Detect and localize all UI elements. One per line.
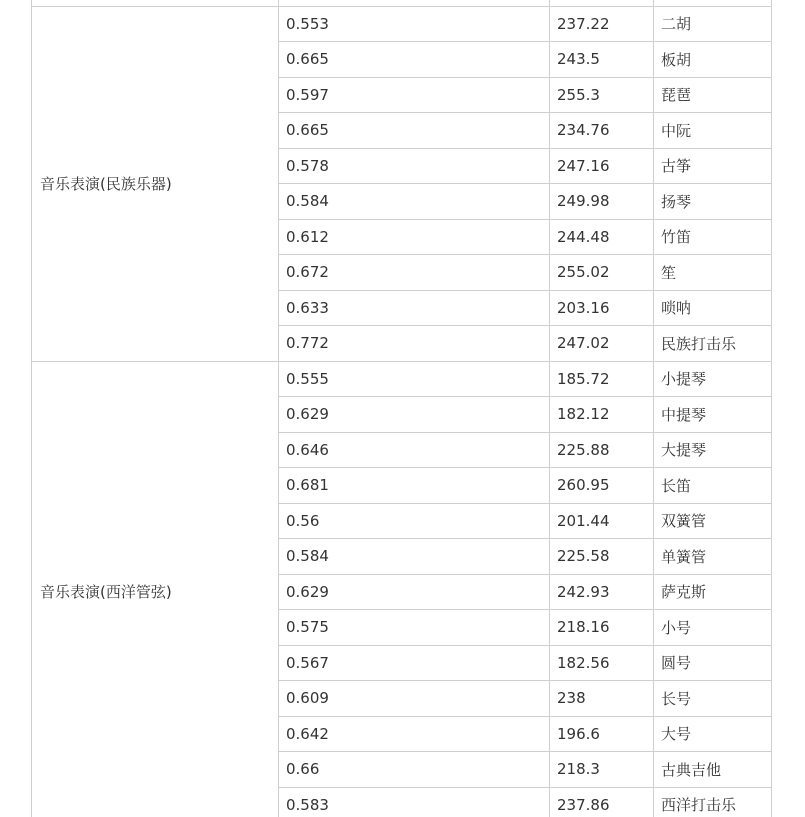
score-table — [31, 0, 772, 817]
score-cell: 247.02 — [550, 326, 654, 362]
score-cell: 255.02 — [550, 255, 654, 291]
ratio-cell: 0.56 — [279, 503, 550, 539]
instrument-cell: 长笛 — [654, 468, 772, 504]
instrument-cell: 中阮 — [654, 113, 772, 149]
ratio-cell: 0.772 — [279, 326, 550, 362]
score-cell: 237.86 — [550, 787, 654, 817]
instrument-cell: 二胡 — [654, 6, 772, 42]
ratio-cell: 0.553 — [279, 6, 550, 42]
instrument-cell: 古筝 — [654, 148, 772, 184]
instrument-cell: 板胡 — [654, 42, 772, 78]
instrument-cell: 扬琴 — [654, 184, 772, 220]
ratio-cell: 0.633 — [279, 290, 550, 326]
instrument-cell: 唢呐 — [654, 290, 772, 326]
score-cell: 201.44 — [550, 503, 654, 539]
instrument-cell: 圆号 — [654, 645, 772, 681]
score-cell: 234.76 — [550, 113, 654, 149]
score-cell: 244.48 — [550, 219, 654, 255]
instrument-cell: 民族打击乐 — [654, 326, 772, 362]
score-cell: 182.56 — [550, 645, 654, 681]
ratio-cell: 0.665 — [279, 42, 550, 78]
ratio-cell: 0.629 — [279, 397, 550, 433]
instrument-cell: 琵琶 — [654, 77, 772, 113]
ratio-cell: 0.583 — [279, 787, 550, 817]
instrument-cell: 西洋打击乐 — [654, 787, 772, 817]
instrument-cell: 笙 — [654, 255, 772, 291]
ratio-cell: 0.567 — [279, 645, 550, 681]
major-cell: 音乐表演(民族乐器) — [32, 6, 279, 361]
ratio-cell: 0.612 — [279, 219, 550, 255]
score-cell: 225.58 — [550, 539, 654, 575]
table-row — [32, 361, 772, 397]
ratio-cell: 0.629 — [279, 574, 550, 610]
instrument-cell: 竹笛 — [654, 219, 772, 255]
instrument-cell: 小号 — [654, 610, 772, 646]
table-row — [32, 6, 772, 42]
ratio-cell: 0.584 — [279, 184, 550, 220]
score-cell: 225.88 — [550, 432, 654, 468]
score-cell: 243.5 — [550, 42, 654, 78]
score-cell: 260.95 — [550, 468, 654, 504]
score-cell: 255.3 — [550, 77, 654, 113]
ratio-cell: 0.555 — [279, 361, 550, 397]
ratio-cell: 0.672 — [279, 255, 550, 291]
ratio-cell: 0.642 — [279, 716, 550, 752]
score-cell: 218.3 — [550, 752, 654, 788]
instrument-cell: 古典吉他 — [654, 752, 772, 788]
ratio-cell: 0.646 — [279, 432, 550, 468]
instrument-cell: 单簧管 — [654, 539, 772, 575]
ratio-cell: 0.609 — [279, 681, 550, 717]
ratio-cell: 0.681 — [279, 468, 550, 504]
ratio-cell: 0.66 — [279, 752, 550, 788]
instrument-cell: 中提琴 — [654, 397, 772, 433]
ratio-cell: 0.578 — [279, 148, 550, 184]
instrument-cell: 大提琴 — [654, 432, 772, 468]
instrument-cell: 大号 — [654, 716, 772, 752]
ratio-cell: 0.575 — [279, 610, 550, 646]
instrument-cell: 小提琴 — [654, 361, 772, 397]
instrument-cell: 萨克斯 — [654, 574, 772, 610]
instrument-cell: 双簧管 — [654, 503, 772, 539]
score-cell: 247.16 — [550, 148, 654, 184]
score-cell: 249.98 — [550, 184, 654, 220]
instrument-cell: 长号 — [654, 681, 772, 717]
major-cell: 音乐表演(西洋管弦) — [32, 361, 279, 817]
score-cell: 185.72 — [550, 361, 654, 397]
score-cell: 182.12 — [550, 397, 654, 433]
score-cell: 196.6 — [550, 716, 654, 752]
ratio-cell: 0.597 — [279, 77, 550, 113]
ratio-cell: 0.584 — [279, 539, 550, 575]
score-cell: 237.22 — [550, 6, 654, 42]
score-cell: 238 — [550, 681, 654, 717]
score-cell: 242.93 — [550, 574, 654, 610]
ratio-cell: 0.665 — [279, 113, 550, 149]
score-cell: 203.16 — [550, 290, 654, 326]
score-cell: 218.16 — [550, 610, 654, 646]
